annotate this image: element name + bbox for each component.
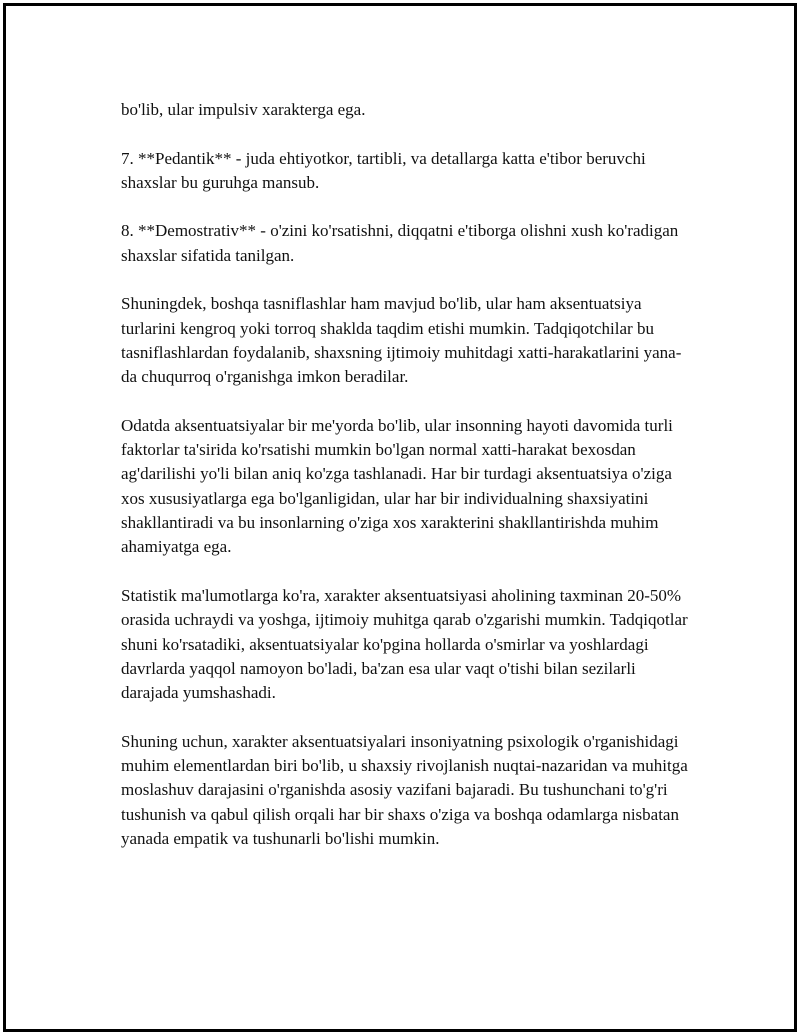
paragraph-conclusion: Shuning uchun, xarakter aksentuatsiyalari insoniyatning psixologik o'rganishidagi muhim elementlardan biri bo'lib, u shaxsiy rivojlanish nuqtai-nazaridan va muhitga moslashuv darajasini o'rganishda asosiy vazifani bajaradi. Bu tushunchani to'g'ri tushunish va qabul qilish orqali har bir shaxs o'ziga va boshqa odamlarga nisbatan yanada empatik va tushunarli bo'lishi mumkin. [121,731,688,848]
document-body [121,98,696,851]
paragraph-demostrativ: 8. **Demostrativ** - o'zini ko'rsatishni, diqqatni e'tiborga olishni xush ko'radigan shaxslar sifatida tanilgan. [121,221,679,265]
paragraph-pedantik: 7. **Pedantik** - juda ehtiyotkor, tartibli, va detallarga katta e'tibor beruvchi shaxslar bu guruhga mansub. [121,148,646,192]
paragraph-statistics: Statistik ma'lumotlarga ko'ra, xarakter aksentuatsiyasi aholining taxminan 20-50% orasida uchraydi va yoshga, ijtimoiy muhitga qarab o'zgarishi mumkin. Tadqiqotlar shuni ko'rsatadiki, aksentuatsiyalar ko'pgina hollarda o'smirlar va yoshlardagi davrlarda yaqqol namoyon bo'ladi, ba'zan esa ular vaqt o'tishi bilan sezilarli darajada yumshashadi. [121,585,688,703]
page-frame [3,3,797,1032]
paragraph-accentuations-norm: Odatda aksentuatsiyalar bir me'yorda bo'lib, ular insonning hayoti davomida turli faktorlar ta'sirida ko'rsatishi mumkin bo'lgan normal xatti-harakat bexosdan ag'darilishi yo'li bilan aniq ko'zga tashlanadi. Har bir turdagi aksentuatsiya o'ziga xos xususiyatlarga ega bo'lganligidan, ular har bir individualning shaxsiyatini shakllantiradi va bu insonlarning o'ziga xos xarakterini shakllantirishda muhim ahamiyatga ega. [121,415,673,557]
paragraph-continuation: bo'lib, ular impulsiv xarakterga ega. [121,100,366,119]
paragraph-classifications: Shuningdek, boshqa tasniflashlar ham mavjud bo'lib, ular ham aksentuatsiya turlarini kengroq yoki torroq shaklda taqdim etishi mumkin. Tadqiqotchilar bu tasniflashlardan foydalanib, shaxsning ijtimoiy muhitdagi xatti-harakatlarini yana-da chuqurroq o'rganishga imkon beradilar. [121,294,682,387]
